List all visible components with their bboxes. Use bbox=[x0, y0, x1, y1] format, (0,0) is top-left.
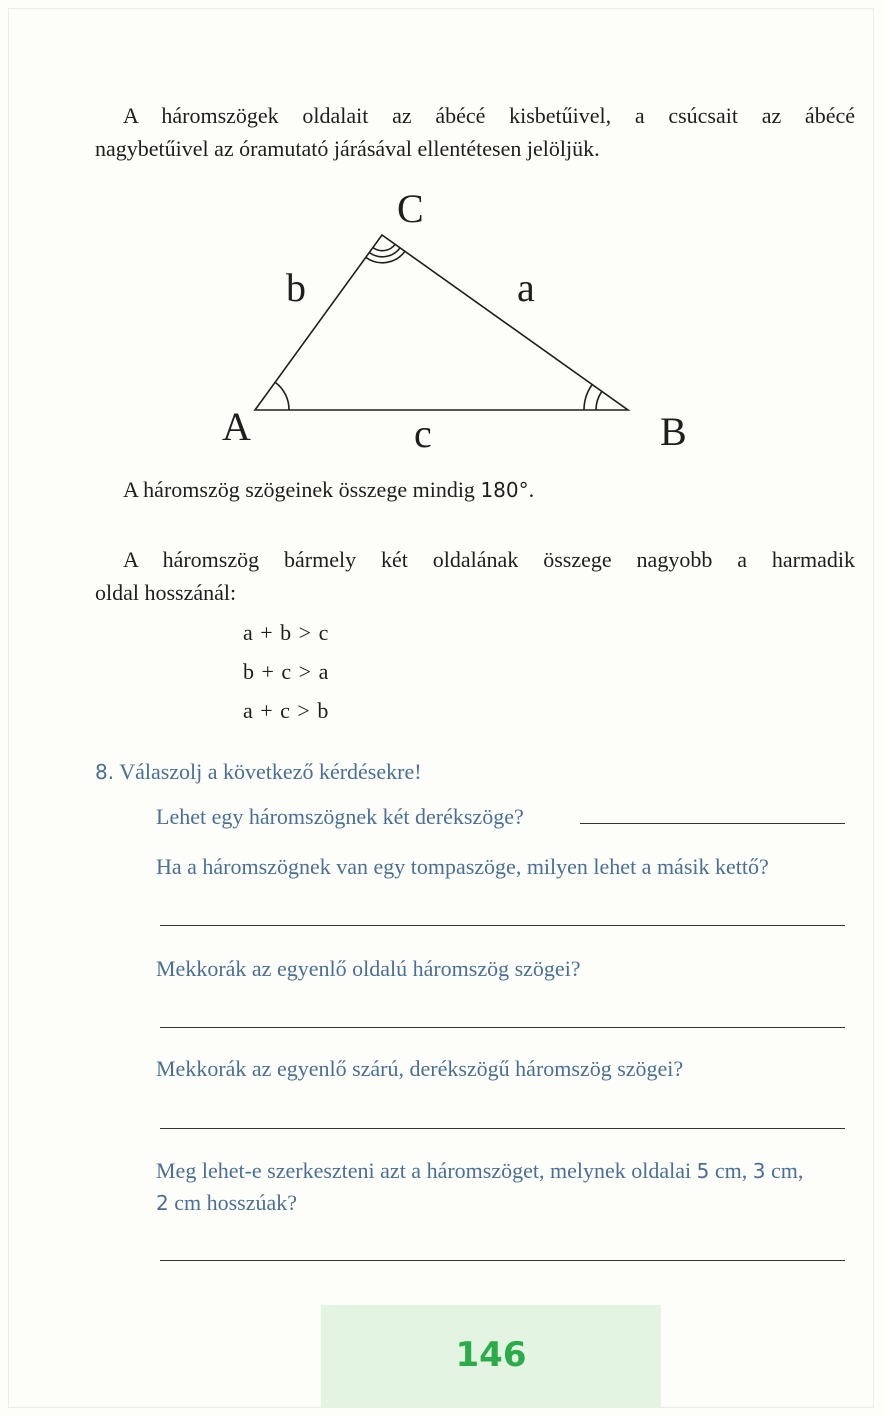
angle-arc-c-3 bbox=[373, 244, 395, 250]
vertex-label-c: C bbox=[397, 186, 424, 231]
question-5-u1: cm, bbox=[709, 1158, 753, 1183]
inequality-line-1: A háromszög bármely két oldalának összege nagyobb a harmadik bbox=[123, 547, 855, 572]
page-number-box bbox=[321, 1305, 661, 1408]
side-label-a: a bbox=[517, 265, 535, 310]
angle-sum-paragraph bbox=[123, 473, 823, 507]
angle-sum-value: 180° bbox=[480, 478, 529, 502]
triangle-shape bbox=[255, 235, 628, 410]
vertex-label-b: B bbox=[660, 409, 687, 454]
inequality-line-2: oldal hosszánál: bbox=[95, 580, 237, 605]
angle-sum-end: . bbox=[528, 477, 535, 502]
exercise-number: 8. bbox=[95, 760, 115, 784]
inequality-3: a + c > b bbox=[243, 698, 330, 723]
answer-line-1[interactable] bbox=[580, 823, 845, 824]
answer-line-3[interactable] bbox=[160, 1027, 845, 1028]
question-5-text: Meg lehet-e szerkeszteni azt a háromszöget, melynek oldalai bbox=[156, 1158, 697, 1183]
question-5 bbox=[156, 1155, 846, 1219]
intro-line-1: A háromszögek oldalait az ábécé kisbetűivel, a csúcsait az ábécé bbox=[123, 103, 855, 128]
question-5-n1: 5 bbox=[696, 1159, 710, 1183]
intro-line-2: nagybetűivel az óramutató járásával ellentétesen jelöljük. bbox=[95, 136, 600, 161]
triangle-diagram bbox=[0, 0, 885, 480]
question-1: Lehet egy háromszögnek két derékszöge? bbox=[156, 804, 524, 829]
answer-line-4[interactable] bbox=[160, 1128, 845, 1129]
question-5-n3: 2 bbox=[156, 1191, 169, 1215]
question-5-n2: 3 bbox=[752, 1159, 766, 1183]
exercise-heading bbox=[95, 756, 422, 788]
question-2: Ha a háromszögnek van egy tompaszöge, milyen lehet a másik kettő? bbox=[156, 854, 769, 879]
question-5-u2: cm, bbox=[765, 1158, 804, 1183]
angle-arc-b-1 bbox=[584, 385, 592, 411]
answer-line-5[interactable] bbox=[160, 1260, 845, 1261]
side-label-c: c bbox=[414, 411, 432, 456]
angle-arc-b-2 bbox=[596, 391, 602, 410]
angle-sum-text: A háromszög szögeinek összege mindig bbox=[123, 477, 481, 502]
answer-line-2[interactable] bbox=[160, 925, 845, 926]
angle-arc-a bbox=[276, 383, 290, 411]
question-4: Mekkorák az egyenlő szárú, derékszögű háromszög szögei? bbox=[156, 1056, 684, 1081]
inequality-1: a + b > c bbox=[243, 620, 330, 645]
inequality-2: b + c > a bbox=[243, 659, 330, 684]
exercise-title: Válaszolj a következő kérdésekre! bbox=[114, 759, 422, 784]
vertex-label-a: A bbox=[222, 404, 251, 449]
page-number: 146 bbox=[455, 1335, 527, 1375]
inequality-paragraph bbox=[95, 543, 855, 609]
question-3: Mekkorák az egyenlő oldalú háromszög szögei? bbox=[156, 956, 581, 981]
question-5-u3: cm hosszúak? bbox=[168, 1190, 298, 1215]
side-label-b: b bbox=[286, 265, 306, 310]
